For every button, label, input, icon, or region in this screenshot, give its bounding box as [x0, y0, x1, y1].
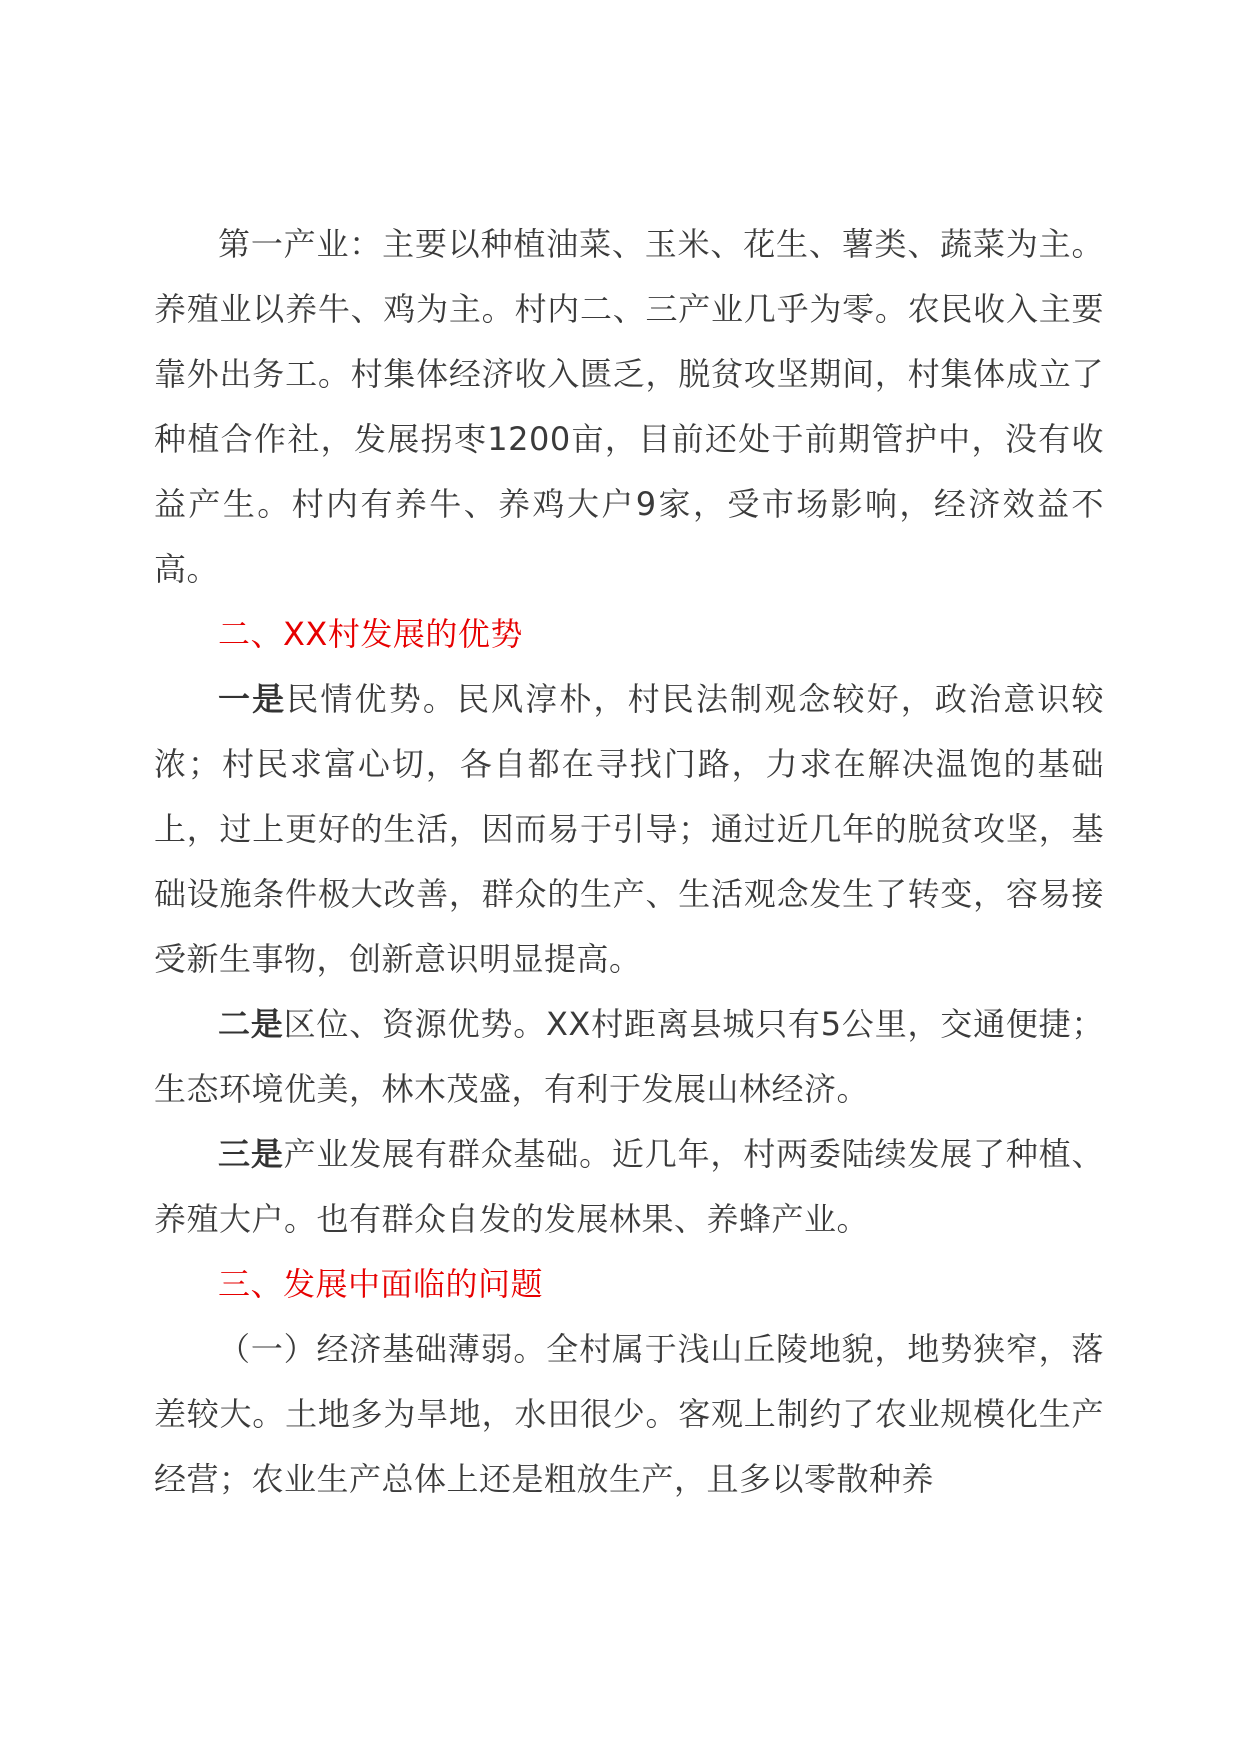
paragraph-advantage-3 — [154, 1122, 1104, 1252]
section-heading-advantages — [154, 602, 1104, 667]
paragraph-advantage-2 — [154, 992, 1104, 1122]
paragraph-text: 产业发展有群众基础。近几年，村两委陆续发展了种植、养殖大户。也有群众自发的发展林果、养蜂产业。 — [154, 1135, 1104, 1238]
paragraph-primary-industry — [154, 212, 1104, 602]
section-heading-problems — [154, 1252, 1104, 1317]
heading-text: 三、发展中面临的问题 — [218, 1265, 544, 1303]
paragraph-lead: 三是 — [218, 1135, 284, 1173]
paragraph-advantage-1 — [154, 667, 1104, 992]
heading-text: 二、XX村发展的优势 — [218, 615, 523, 653]
document-body — [154, 212, 1104, 1512]
paragraph-text: 民情优势。民风淳朴，村民法制观念较好，政治意识较浓；村民求富心切，各自都在寻找门路，力求在解决温饱的基础上，过上更好的生活，因而易于引导；通过近几年的脱贫攻坚，基础设施条件极大改善，群众的生产、生活观念发生了转变，容易接受新生事物，创新意识明显提高。 — [154, 680, 1104, 978]
paragraph-text: （一）经济基础薄弱。全村属于浅山丘陵地貌，地势狭窄，落差较大。土地多为旱地，水田很少。客观上制约了农业规模化生产经营；农业生产总体上还是粗放生产，且多以零散种养 — [154, 1330, 1104, 1498]
paragraph-lead: 二是 — [218, 1005, 284, 1043]
paragraph-text: 区位、资源优势。XX村距离县城只有5公里，交通便捷；生态环境优美，林木茂盛，有利于发展山林经济。 — [154, 1005, 1104, 1108]
paragraph-text: 第一产业：主要以种植油菜、玉米、花生、薯类、蔬菜为主。养殖业以养牛、鸡为主。村内二、三产业几乎为零。农民收入主要靠外出务工。村集体经济收入匮乏，脱贫攻坚期间，村集体成立了种植合作社，发展拐枣1200亩，目前还处于前期管护中，没有收益产生。村内有养牛、养鸡大户9家，受市场影响，经济效益不高。 — [154, 225, 1104, 588]
paragraph-lead: 一是 — [218, 680, 287, 718]
paragraph-problem-1 — [154, 1317, 1104, 1512]
